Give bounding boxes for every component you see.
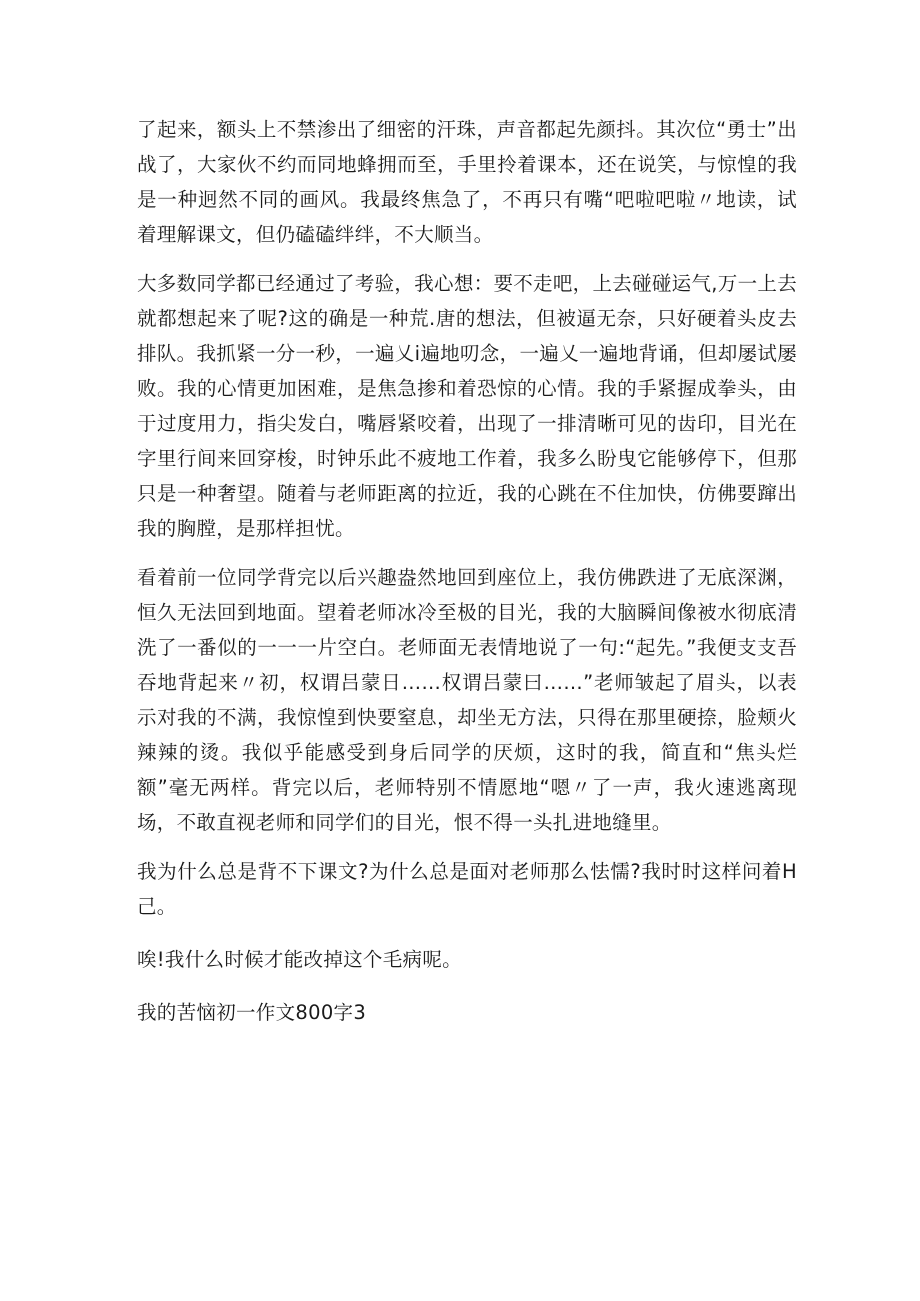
paragraph-5: 唉!我什么时候才能改掉这个毛病呢。 [137,948,462,971]
paragraph-1: 了起来，额头上不禁渗出了细密的汗珠，声音都起先颜抖。其次位“勇士”出战了，大家伙不约而同地蜂拥而至，手里拎着课本，还在说笑，与惊惶的我是一种迥然不同的画风。我最终焦急了，不再只有嘴“吧啦吧啦〃地读，试着理解课文，但仍磕磕绊绊，不大顺当。 [137,118,797,246]
document-body [137,112,797,1048]
paragraph-2: 大多数同学都已经通过了考验，我心想：要不走吧，上去碰碰运气,万一上去就都想起来了呢?这的确是一种荒.唐的想法，但被逼无奈，只好硬着头皮去排队。我抓紧一分一秒，一遍乂i遍地叨念，一遍乂一遍地背诵，但却屡试屡败。我的心情更加困难，是焦急掺和着恐惊的心情。我的手紧握成拳头，由于过度用力，指尖发白，嘴唇紧咬着，出现了一排清晰可见的齿印，目光在字里行间来回穿梭，时钟乐此不疲地工作着，我多么盼曳它能够停下，但那只是一种奢望。随着与老师距离的拉近，我的心跳在不住加快，仿佛要蹿出我的胸膛，是那样担忧。 [137,272,797,540]
section-heading: 我的苦恼初一作文800字3 [137,1001,367,1024]
paragraph-4: 我为什么总是背不下课文?为什么总是面对老师那么怯懦?我时时这样问着H己。 [137,860,797,918]
paragraph-3: 看着前一位同学背完以后兴趣盎然地回到座位上，我仿佛跌进了无底深渊，恒久无法回到地面。望着老师冰冷至极的目光，我的大脑瞬间像被水彻底清洗了一番似的一一一片空白。老师面无表情地说了一句:“起先。”我便支支吾吞地背起来〃初，权谓吕蒙日……权谓吕蒙曰……”老师皱起了眉头，以表示对我的不满，我惊惶到快要窒息，却坐无方法，只得在那里硬捺，脸颊火辣辣的烫。我似乎能感受到身后同学的厌烦，这时的我，简直和“焦头烂额”毫无两样。背完以后，老师特别不情愿地“嗯〃了一声，我火速逃离现场，不敢直视老师和同学们的目光，恨不得一头扎进地缝里。 [137,566,797,834]
